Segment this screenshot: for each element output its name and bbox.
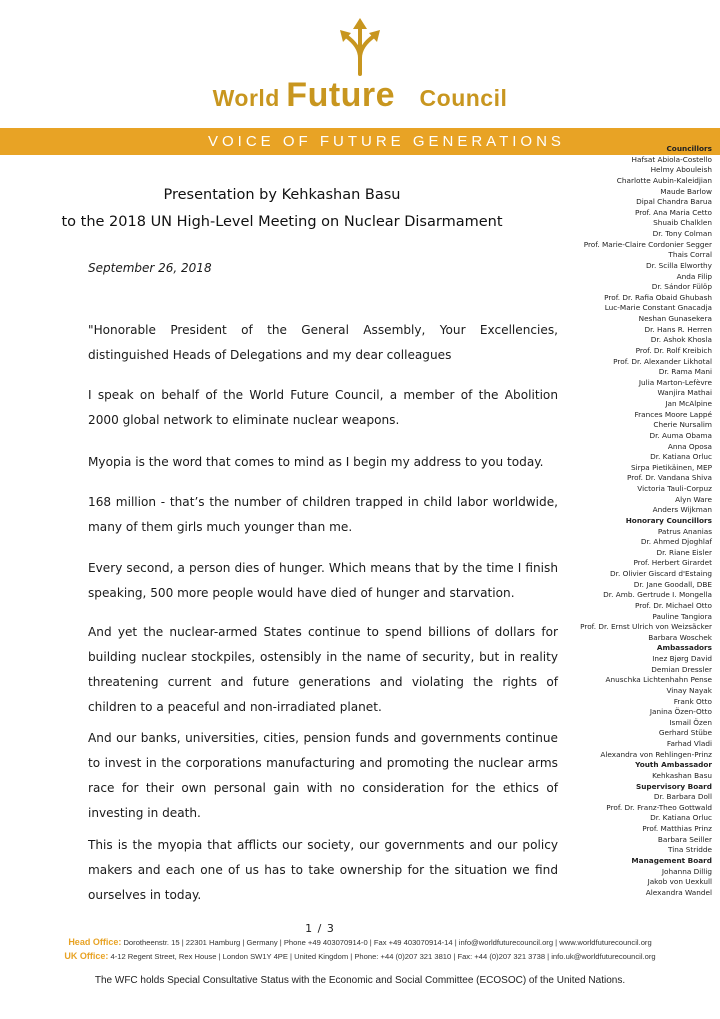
sidebar-member-name: Vinay Nayak (666, 685, 712, 695)
sidebar-section-heading: Management Board (631, 855, 712, 865)
body-paragraph: This is the myopia that afflicts our society, our governments and our policy makers and each one of us has to take ownership for the situation we find ourselves in today. (88, 838, 558, 902)
wfc-logo (0, 18, 720, 114)
sidebar-member-name: Janina Özen-Otto (649, 707, 712, 717)
logo-wordmark (0, 76, 720, 115)
sidebar-member-name: Frances Moore Lappé (634, 409, 712, 419)
sidebar-member-name: Barbara Seiller (657, 834, 712, 844)
sidebar-member-name: Anuschka Lichtenhahn Pense (605, 675, 712, 685)
sidebar-section-heading: Youth Ambassador (635, 760, 712, 770)
sidebar-member-name: Dr. Sándor Fülöp (651, 282, 712, 292)
sidebar-member-name: Dr. Jane Goodall, DBE (633, 579, 712, 589)
sidebar-member-name: Patrus Ananias (657, 526, 712, 536)
sidebar-member-name: Kehkashan Basu (652, 770, 712, 780)
sidebar-member-name: Shuaib Chalklen (653, 218, 712, 228)
sidebar-member-name: Dr. Hans R. Herren (644, 324, 712, 334)
uk-office-line (0, 951, 720, 961)
sidebar-member-name: Dr. Olivier Giscard d'Estaing (610, 569, 712, 578)
sidebar-member-name: Dr. Tony Colman (652, 229, 712, 238)
logo-word-world: World (212, 85, 280, 111)
sidebar-member-name: Dr. Barbara Doll (653, 792, 712, 802)
sidebar-section-heading: Honorary Councillors (625, 515, 712, 525)
document-subtitle: to the 2018 UN High-Level Meeting on Nuclear Disarmament (61, 214, 503, 230)
sidebar-member-name: Prof. Matthias Prinz (642, 824, 712, 833)
sidebar-member-name: Prof. Dr. Rolf Kreibich (635, 345, 712, 355)
sidebar-member-name: Anders Wijkman (652, 505, 712, 515)
tagline-text: VOICE OF FUTURE GENERATIONS (208, 133, 565, 150)
sidebar-member-name: Tina Stridde (668, 845, 712, 855)
sidebar-member-name: Jan McAlpine (665, 399, 712, 408)
sidebar-section-heading: Councillors (666, 144, 712, 153)
ecosoc-footer: The WFC holds Special Consultative Status with the Economic and Social Committee (ECOSOC) of the United Nations. (94, 975, 626, 986)
sidebar-member-name: Neshan Gunasekera (638, 314, 712, 323)
sidebar-member-name: Johanna Dillig (661, 866, 712, 876)
sidebar-member-name: Maude Barlow (660, 186, 712, 196)
uk-office-details: 4-12 Regent Street, Rex House | London SW1Y 4PE | United Kingdom | Phone: +44 (0)207 321 3810 | Fax: +44 (0)207 321 3738 | info.uk@worldfuturecouncil.org (110, 952, 656, 961)
body-paragraph: Every second, a person dies of hunger. Which means that by the time I finish speaking, 500 more people would have died of hunger and starvation. (88, 561, 558, 600)
sidebar-member-name: Prof. Dr. Alexander Likhotal (613, 356, 712, 366)
sidebar-member-name: Victoria Tauli-Corpuz (637, 484, 712, 493)
body-paragraph: I speak on behalf of the World Future Council, a member of the Abolition 2000 global network to eliminate nuclear weapons. (88, 388, 558, 427)
sidebar-member-name: Dr. Ahmed Djoghlaf (640, 537, 712, 547)
sidebar-member-name: Prof. Ana Maria Cetto (634, 207, 712, 217)
sidebar-member-name: Sirpa Pietikäinen, MEP (630, 462, 712, 472)
sidebar-member-name: Pauline Tangiora (652, 611, 712, 621)
sidebar-member-name: Alexandra Wandel (645, 887, 712, 897)
sidebar-member-name: Anda Filip (676, 271, 712, 281)
sidebar-member-name: Prof. Dr. Rafia Obaid Ghubash (604, 292, 712, 302)
body-paragraph: And yet the nuclear-armed States continue to spend billions of dollars for building nuclear stockpiles, ostensibly in the name of security, but in reality threatening current and future generations and violating the rights of children to a peaceful and non-irradiated planet. (88, 625, 558, 714)
sidebar-member-name: Dipal Chandra Barua (636, 197, 712, 207)
document-date: September 26, 2018 (88, 261, 212, 275)
sidebar-member-name: Charlotte Aubin-Kaleidjian (616, 175, 712, 185)
sidebar-member-name: Julia Marton-Lefèvre (638, 377, 712, 387)
sidebar-member-name: Demian Dressler (651, 664, 712, 674)
sidebar-member-name: Prof. Marie-Claire Cordonier Segger (583, 239, 712, 249)
sidebar-member-name: Prof. Herbert Girardet (633, 558, 712, 568)
sidebar-member-name: Gerhard Stübe (658, 728, 712, 738)
sidebar-member-name: Cherie Nursalim (653, 420, 712, 430)
sidebar-member-name: Frank Otto (673, 696, 712, 706)
sidebar-member-name: Hafsat Abiola-Costello (631, 154, 712, 164)
sidebar-member-name: Inez Bjørg David (652, 654, 712, 663)
body-paragraph: Myopia is the word that comes to mind as I begin my address to you today. (88, 455, 544, 469)
logo-word-council: Council (419, 85, 508, 111)
councillors-sidebar (560, 144, 712, 898)
body-paragraph: 168 million - that’s the number of children trapped in child labor worldwide, many of them girls much younger than me. (88, 495, 558, 534)
sidebar-member-name: Prof. Dr. Franz-Theo Gottwald (606, 802, 712, 812)
sidebar-member-name: Dr. Riane Eisler (656, 547, 712, 557)
body-paragraph: "Honorable President of the General Assembly, Your Excellencies, distinguished Heads of Delegations and my dear colleagues (88, 323, 558, 362)
sidebar-member-name: Barbara Woschek (648, 632, 712, 642)
page-number: 1 / 3 (305, 922, 335, 935)
sidebar-member-name: Alyn Ware (675, 494, 712, 504)
sidebar-member-name: Farhad Vladi (666, 739, 712, 748)
sidebar-member-name: Prof. Dr. Vandana Shiva (627, 473, 712, 483)
sidebar-member-name: Luc-Marie Constant Gnacadja (604, 303, 712, 313)
sidebar-member-name: Dr. Scilla Elworthy (646, 260, 712, 270)
sidebar-member-name: Alexandra von Rehlingen-Prinz (600, 749, 712, 759)
sidebar-member-name: Prof. Dr. Michael Otto (634, 600, 712, 610)
head-office-details: Dorotheenstr. 15 | 22301 Hamburg | Germany | Phone +49 403070914-0 | Fax +49 403070914-14 | info@worldfuturecouncil.org | www.worldfuturecouncil.org (123, 938, 652, 947)
sidebar-member-name: Anna Oposa (667, 441, 712, 451)
sidebar-member-name: Dr. Rama Mani (658, 367, 712, 377)
document-title: Presentation by Kehkashan Basu (163, 187, 401, 203)
sidebar-member-name: Dr. Auma Obama (649, 430, 712, 440)
sidebar-member-name: Dr. Katiana Orluc (650, 452, 712, 462)
sidebar-member-name: Jakob von Uexkull (647, 877, 712, 887)
logo-arrows-icon (330, 18, 390, 76)
sidebar-member-name: Helmy Abouleish (650, 165, 712, 175)
sidebar-section-heading: Supervisory Board (635, 781, 712, 791)
sidebar-member-name: Ismail Özen (669, 717, 712, 727)
sidebar-section-heading: Ambassadors (656, 643, 712, 653)
head-office-label: Head Office: (68, 937, 122, 947)
head-office-line (0, 937, 720, 947)
sidebar-member-name: Thais Corral (668, 250, 712, 260)
sidebar-member-name: Dr. Katiana Orluc (650, 813, 712, 823)
sidebar-member-name: Dr. Amb. Gertrude I. Mongella (603, 590, 712, 600)
body-paragraph: And our banks, universities, cities, pension funds and governments continue to invest in the corporations manufacturing and promoting the nuclear arms race for their own personal gain with no consideration for the ethics of investing in death. (88, 731, 558, 820)
sidebar-member-name: Prof. Dr. Ernst Ulrich von Weizsäcker (580, 622, 712, 632)
sidebar-member-name: Wanjira Mathai (657, 388, 712, 398)
sidebar-member-name: Dr. Ashok Khosla (650, 335, 712, 345)
logo-word-future: Future (286, 76, 396, 114)
uk-office-label: UK Office: (64, 951, 109, 961)
